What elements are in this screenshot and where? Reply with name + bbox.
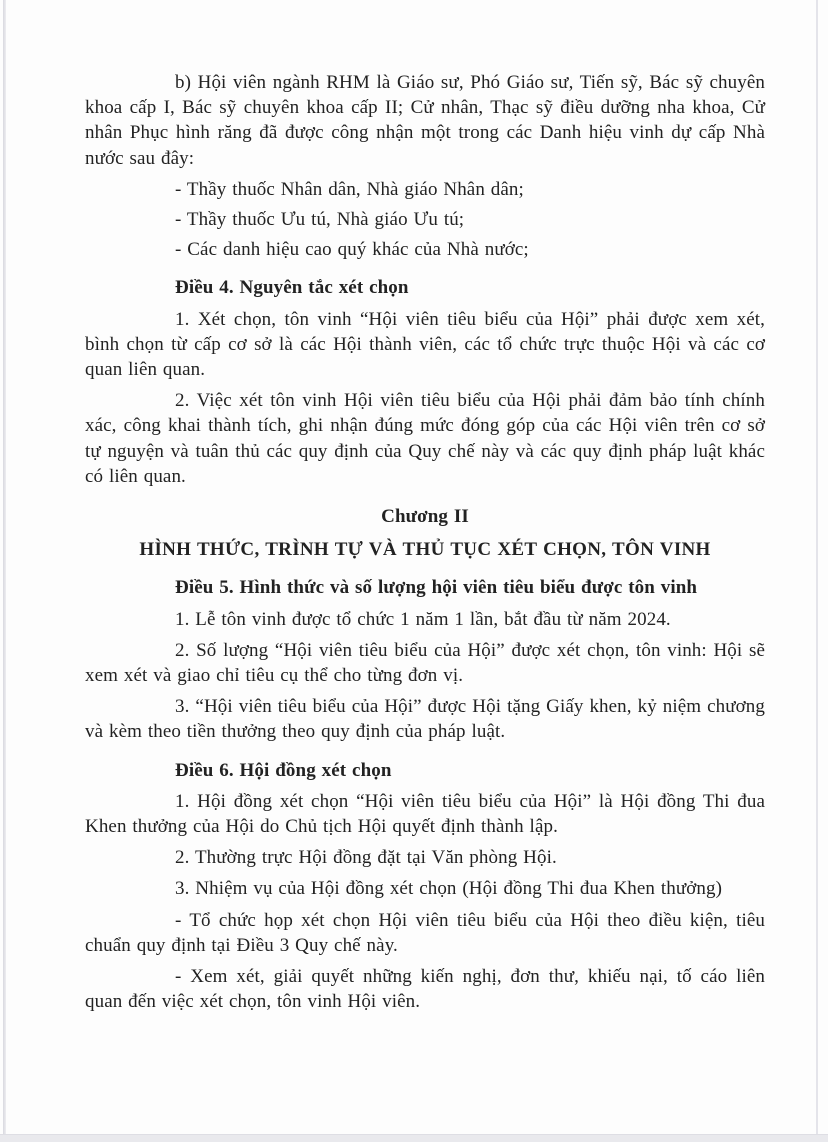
page-edge-right xyxy=(816,0,818,1142)
paragraph: 2. Số lượng “Hội viên tiêu biểu của Hội” được xét chọn, tôn vinh: Hội sẽ xem xét và giao chỉ tiêu cụ thể cho từng đơn vị. xyxy=(85,639,765,687)
paragraph: 1. Lễ tôn vinh được tổ chức 1 năm 1 lần, bắt đầu từ năm 2024. xyxy=(175,608,671,630)
paragraph: b) Hội viên ngành RHM là Giáo sư, Phó Giáo sư, Tiến sỹ, Bác sỹ chuyên khoa cấp I, Bác sỹ chuyên khoa cấp II; Cử nhân, Thạc sỹ điều dưỡng nha khoa, Cử nhân Phục hình răng đã được công nhận một trong các Danh hiệu vinh dự cấp Nhà nước sau đây: xyxy=(85,72,765,169)
chapter-label: Chương II xyxy=(381,506,469,528)
paragraph: 1. Xét chọn, tôn vinh “Hội viên tiêu biểu của Hội” phải được xem xét, bình chọn từ cấp cơ sở là các Hội thành viên, các tổ chức trực thuộc Hội và các cơ quan liên quan. xyxy=(85,308,765,381)
paragraph: 3. Nhiệm vụ của Hội đồng xét chọn (Hội đồng Thi đua Khen thưởng) xyxy=(175,878,723,900)
paragraph: 2. Thường trực Hội đồng đặt tại Văn phòng Hội. xyxy=(175,847,557,869)
page-edge-bottom xyxy=(0,1134,828,1142)
paragraph: - Tổ chức họp xét chọn Hội viên tiêu biểu của Hội theo điều kiện, tiêu chuẩn quy định tại Điều 3 Quy chế này. xyxy=(85,909,765,956)
section-heading: Điều 4. Nguyên tắc xét chọn xyxy=(175,277,409,299)
paragraph: 1. Hội đồng xét chọn “Hội viên tiêu biểu của Hội” là Hội đồng Thi đua Khen thưởng của Hội do Chủ tịch Hội quyết định thành lập. xyxy=(85,790,765,838)
list-item: - Các danh hiệu cao quý khác của Nhà nước; xyxy=(175,239,529,261)
paragraph: - Xem xét, giải quyết những kiến nghị, đơn thư, khiếu nại, tố cáo liên quan đến việc xét chọn, tôn vinh Hội viên. xyxy=(85,966,765,1013)
section-heading: Điều 6. Hội đồng xét chọn xyxy=(175,759,392,781)
section-heading: Điều 5. Hình thức và số lượng hội viên tiêu biểu được tôn vinh xyxy=(175,577,698,599)
document-content xyxy=(85,64,765,1021)
paragraph: 2. Việc xét tôn vinh Hội viên tiêu biểu của Hội phải đảm bảo tính chính xác, công khai thành tích, ghi nhận đúng mức đóng góp của các Hội viên trên cơ sở tự nguyện và tuân thủ các quy định của Quy chế này và các quy định pháp luật khác có liên quan. xyxy=(85,390,765,487)
page-edge-left xyxy=(3,0,6,1142)
list-item: - Thầy thuốc Nhân dân, Nhà giáo Nhân dân; xyxy=(175,178,524,200)
paragraph: 3. “Hội viên tiêu biểu của Hội” được Hội tặng Giấy khen, kỷ niệm chương và kèm theo tiền thưởng theo quy định của pháp luật. xyxy=(85,696,765,743)
chapter-title: HÌNH THỨC, TRÌNH TỰ VÀ THỦ TỤC XÉT CHỌN, TÔN VINH xyxy=(139,539,711,561)
list-item: - Thầy thuốc Ưu tú, Nhà giáo Ưu tú; xyxy=(175,209,465,231)
